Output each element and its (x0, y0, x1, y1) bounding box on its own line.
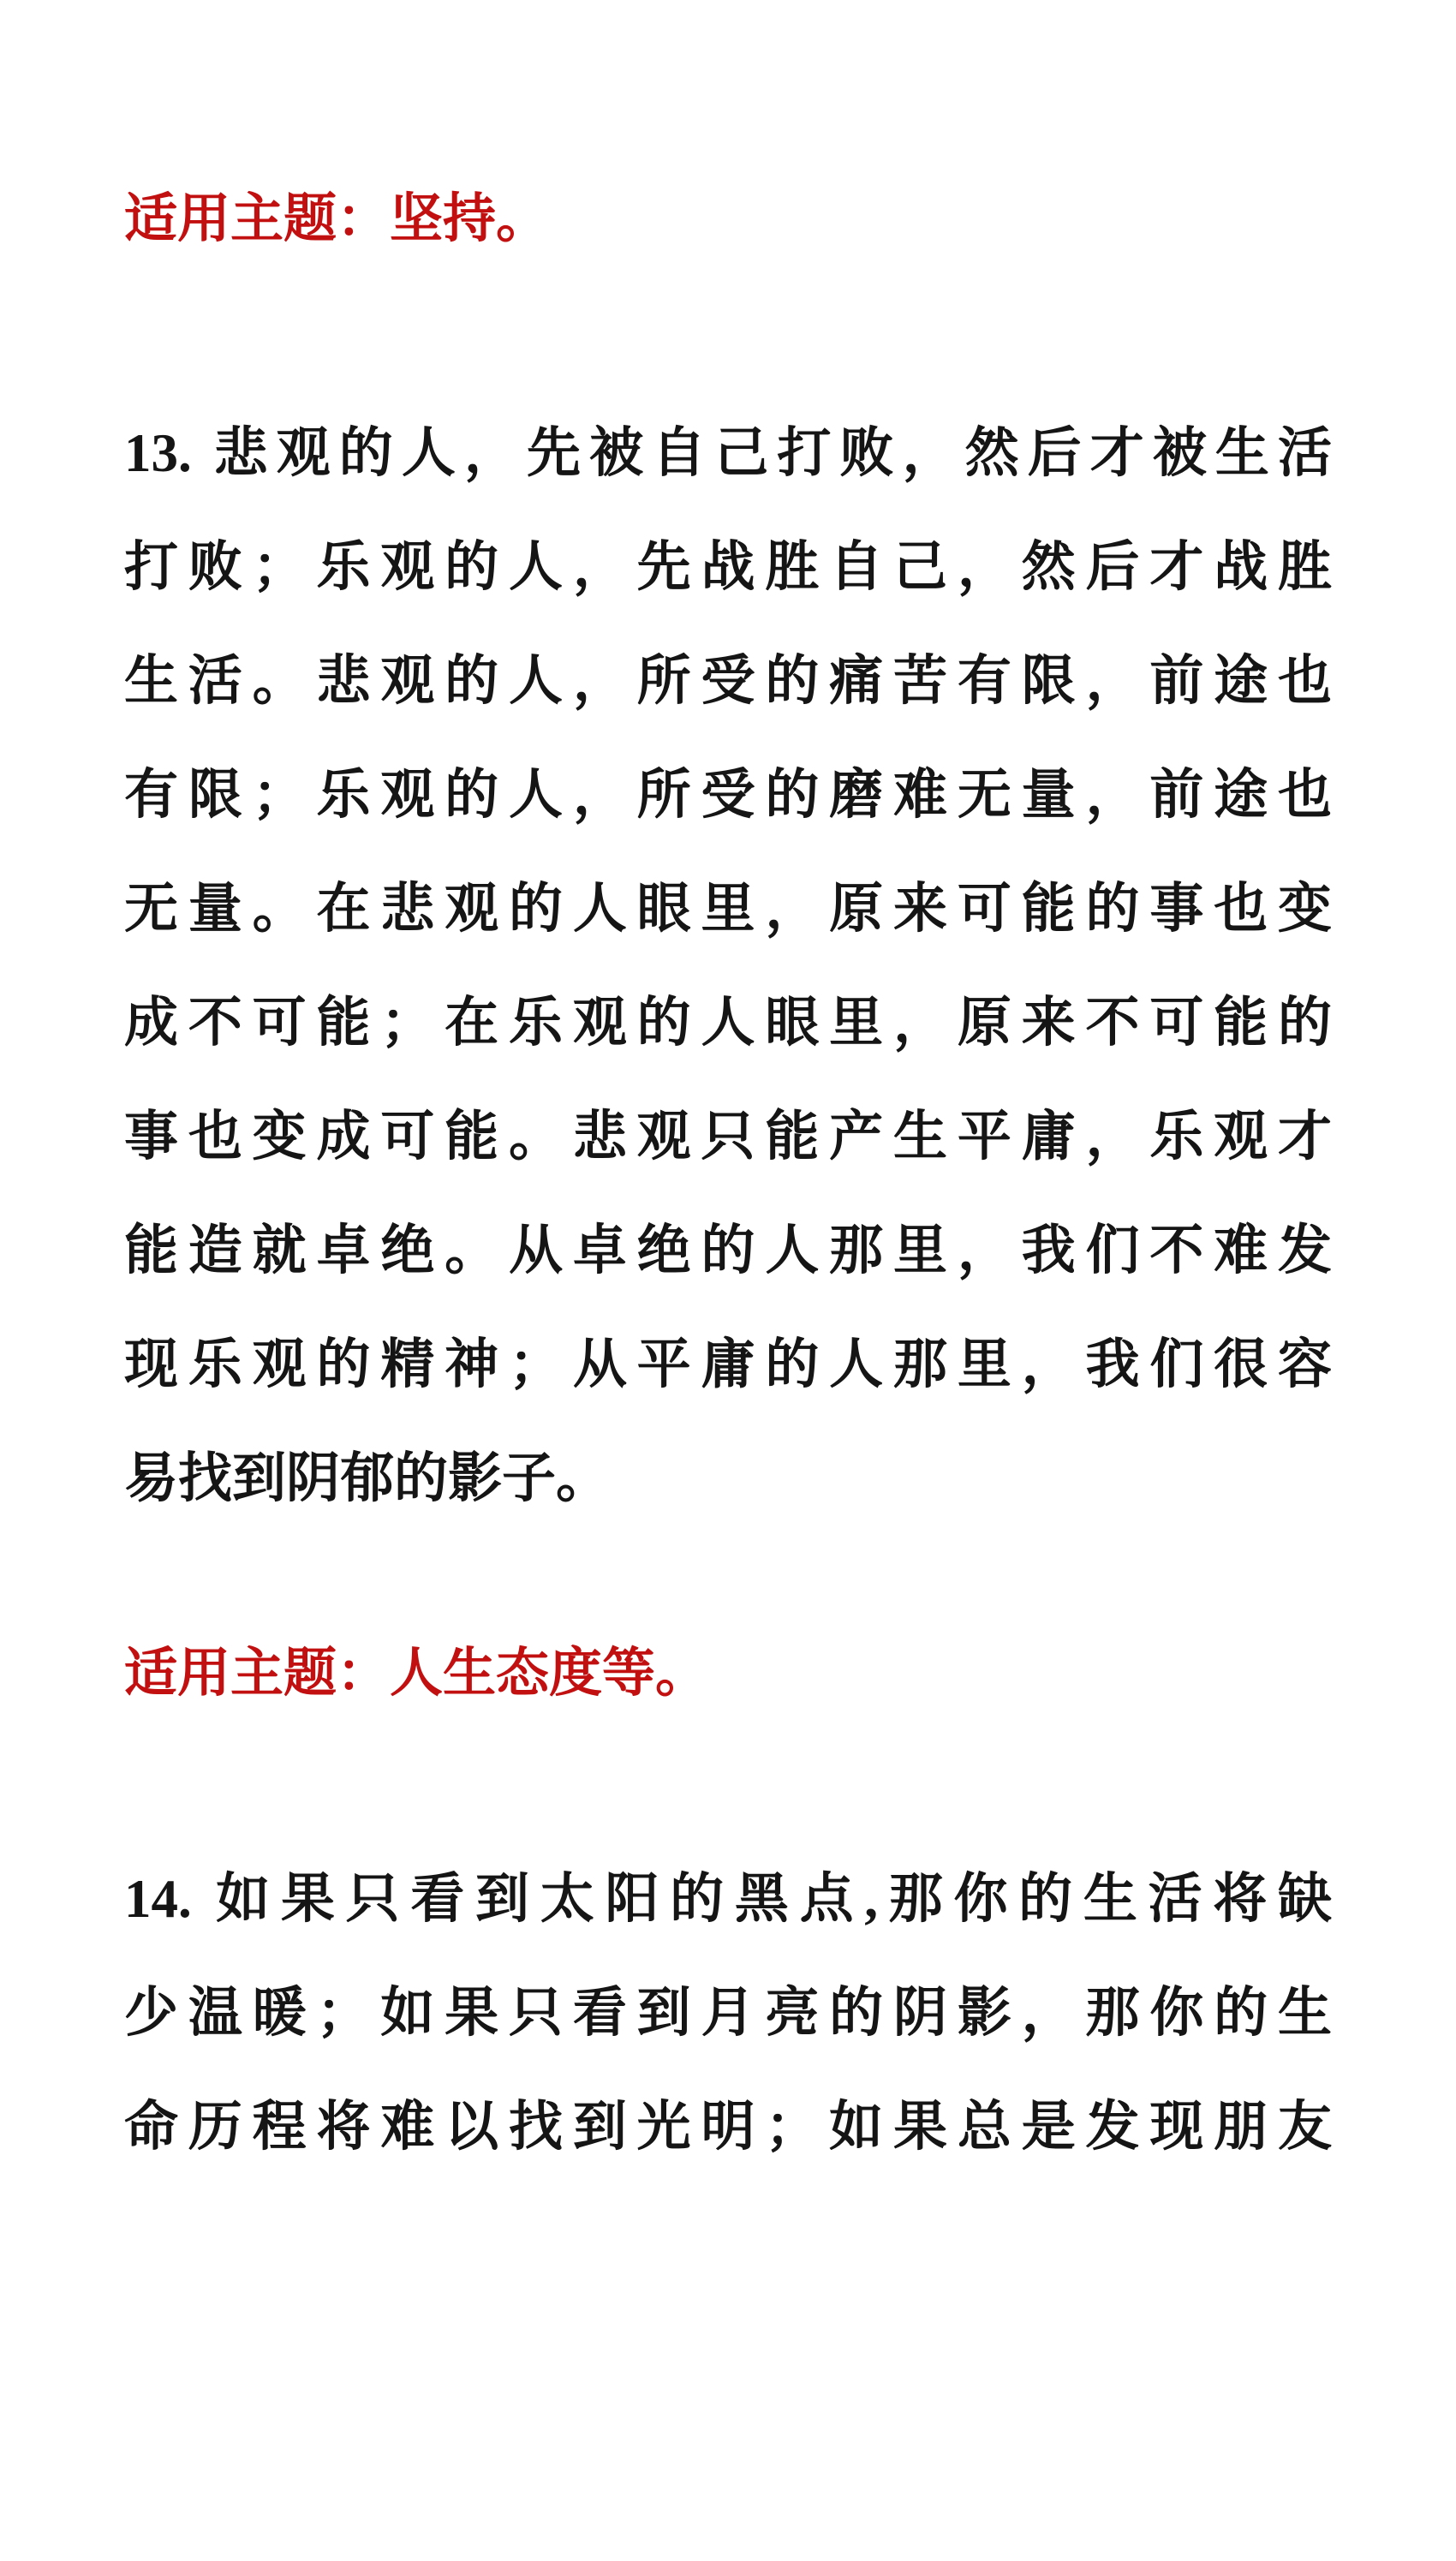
text-line: 无量。在悲观的人眼里，原来可能的事也变 (124, 879, 1332, 939)
paragraph-14 (124, 1842, 1332, 2184)
text-line: 有限；乐观的人，所受的磨难无量，前途也 (124, 765, 1332, 825)
text-line: 现乐观的精神；从平庸的人那里，我们很容 (124, 1334, 1332, 1394)
text-line: 成不可能；在乐观的人眼里，原来不可能的 (124, 993, 1332, 1053)
text-line: 13. 悲观的人，先被自己打败，然后才被生活 (124, 423, 1332, 483)
text-line: 14. 如果只看到太阳的黑点,那你的生活将缺 (124, 1869, 1332, 1929)
paragraph-13 (124, 397, 1332, 1536)
text-line: 易找到阴郁的影子。 (124, 1448, 610, 1508)
document-page (0, 163, 1456, 2561)
text-line: 打败；乐观的人，先战胜自己，然后才战胜 (124, 537, 1332, 597)
text-line: 少温暖；如果只看到月亮的阴影，那你的生 (124, 1983, 1332, 2043)
text-line: 事也变成可能。悲观只能产生平庸，乐观才 (124, 1107, 1332, 1167)
text-line: 能造就卓绝。从卓绝的人那里，我们不难发 (124, 1221, 1332, 1280)
applicable-theme-heading-1: 适用主题：坚持。 (124, 190, 550, 248)
text-line: 生活。悲观的人，所受的痛苦有限，前途也 (124, 651, 1332, 711)
text-line: 命历程将难以找到光明；如果总是发现朋友 (124, 2097, 1332, 2157)
applicable-theme-heading-2: 适用主题：人生态度等。 (124, 1645, 709, 1703)
